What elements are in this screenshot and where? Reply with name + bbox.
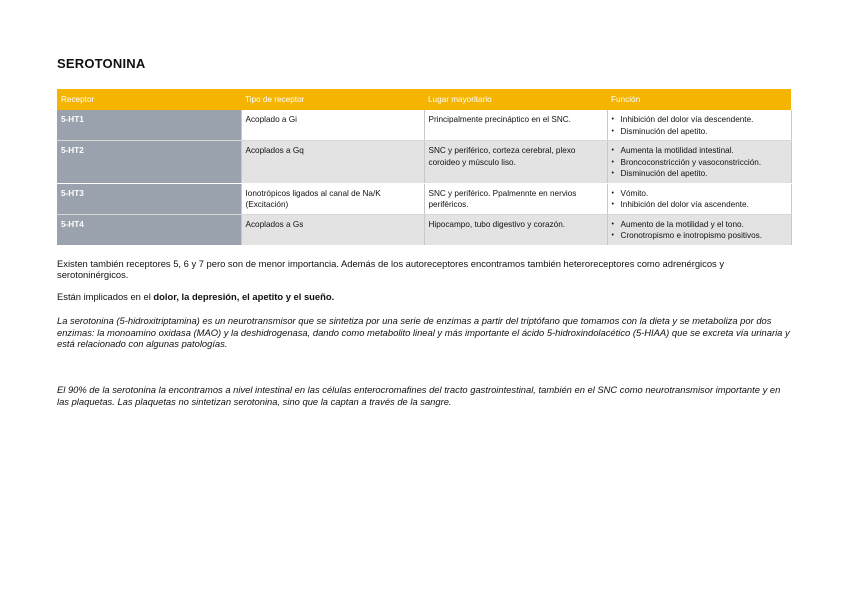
funcion-cell bbox=[607, 183, 791, 214]
lugar-cell: SNC y periférico, corteza cerebral, plexo coroideo y músculo liso. bbox=[424, 141, 607, 184]
lugar-cell: SNC y periférico. Ppalmennte en nervios periféricos. bbox=[424, 183, 607, 214]
funcion-item: • Disminución del apetito. bbox=[612, 126, 787, 138]
implications-bold-text: dolor, la depresión, el apetito y el sueño. bbox=[153, 291, 335, 303]
receptor-cell: 5-HT4 bbox=[57, 214, 241, 245]
page-title: SEROTONINA bbox=[57, 56, 146, 71]
funcion-item: • Vómito. bbox=[612, 188, 787, 200]
tipo-cell: Ionotrópicos ligados al canal de Na/K (Excitación) bbox=[241, 183, 424, 214]
column-header-receptor: Receptor bbox=[57, 89, 241, 110]
funcion-cell bbox=[607, 141, 791, 184]
document-page bbox=[57, 56, 791, 408]
receptor-cell: 5-HT1 bbox=[57, 110, 241, 141]
lugar-cell: Hipocampo, tubo digestivo y corazón. bbox=[424, 214, 607, 245]
column-header-lugar: Lugar mayoritario bbox=[424, 89, 607, 110]
funcion-item: • Aumenta la motilidad intestinal. bbox=[612, 145, 787, 157]
table-row bbox=[57, 214, 791, 245]
funcion-item: • Inhibición del dolor vía ascendente. bbox=[612, 199, 787, 211]
column-header-tipo: Tipo de receptor bbox=[241, 89, 424, 110]
funcion-cell bbox=[607, 214, 791, 245]
tipo-cell: Acoplados a Gs bbox=[241, 214, 424, 245]
funcion-item: • Inhibición del dolor vía descendente. bbox=[612, 114, 787, 126]
funcion-item: • Disminución del apetito. bbox=[612, 168, 787, 180]
implications-text: Están implicados en el bbox=[57, 291, 154, 303]
table-header-row bbox=[57, 89, 791, 110]
column-header-funcion: Función bbox=[607, 89, 791, 110]
paragraph-other-receptors: Existen también receptores 5, 6 y 7 pero son de menor importancia. Además de los autoreceptores encontramos también heteroreceptores como adrenérgicos y serotoninérgicos. bbox=[57, 257, 725, 281]
receptor-cell: 5-HT2 bbox=[57, 141, 241, 184]
paragraph-location: El 90% de la serotonina la encontramos a nivel intestinal en las células enterocromafines del tracto gastrointestinal, también en el SNC como neurotransmisor importante y en las plaquetas. Las plaquetas no sintetizan serotonina, sino que la captan a través de la sangre. bbox=[57, 384, 781, 408]
funcion-item: • Broncoconstricción y vasoconstricción. bbox=[612, 157, 787, 169]
funcion-item: • Cronotropismo e inotropismo positivos. bbox=[612, 230, 787, 242]
receptor-table bbox=[57, 89, 792, 246]
paragraph-synthesis: La serotonina (5-hidroxitriptamina) es un neurotransmisor que se sintetiza por una serie de enzimas a partir del triptófano que tomamos con la dieta y se metaboliza por dos enzimas: la monoamino oxidasa (MAO) y la deshidrogenasa, dando como metabolito lineal y más importante el ácido 5-hidroxindolacético (5-HIAA) que se excreta vía urinaria y está relacionado con algunas patologías. bbox=[57, 314, 790, 350]
funcion-item: • Aumento de la motilidad y el tono. bbox=[612, 219, 787, 231]
receptor-cell: 5-HT3 bbox=[57, 183, 241, 214]
table-row bbox=[57, 141, 791, 184]
lugar-cell: Principalmente precináptico en el SNC. bbox=[424, 110, 607, 141]
funcion-cell bbox=[607, 110, 791, 141]
tipo-cell: Acoplados a Gq bbox=[241, 141, 424, 184]
table-row bbox=[57, 110, 791, 141]
table-row bbox=[57, 183, 791, 214]
paragraph-implications bbox=[57, 291, 791, 303]
tipo-cell: Acoplado a Gi bbox=[241, 110, 424, 141]
